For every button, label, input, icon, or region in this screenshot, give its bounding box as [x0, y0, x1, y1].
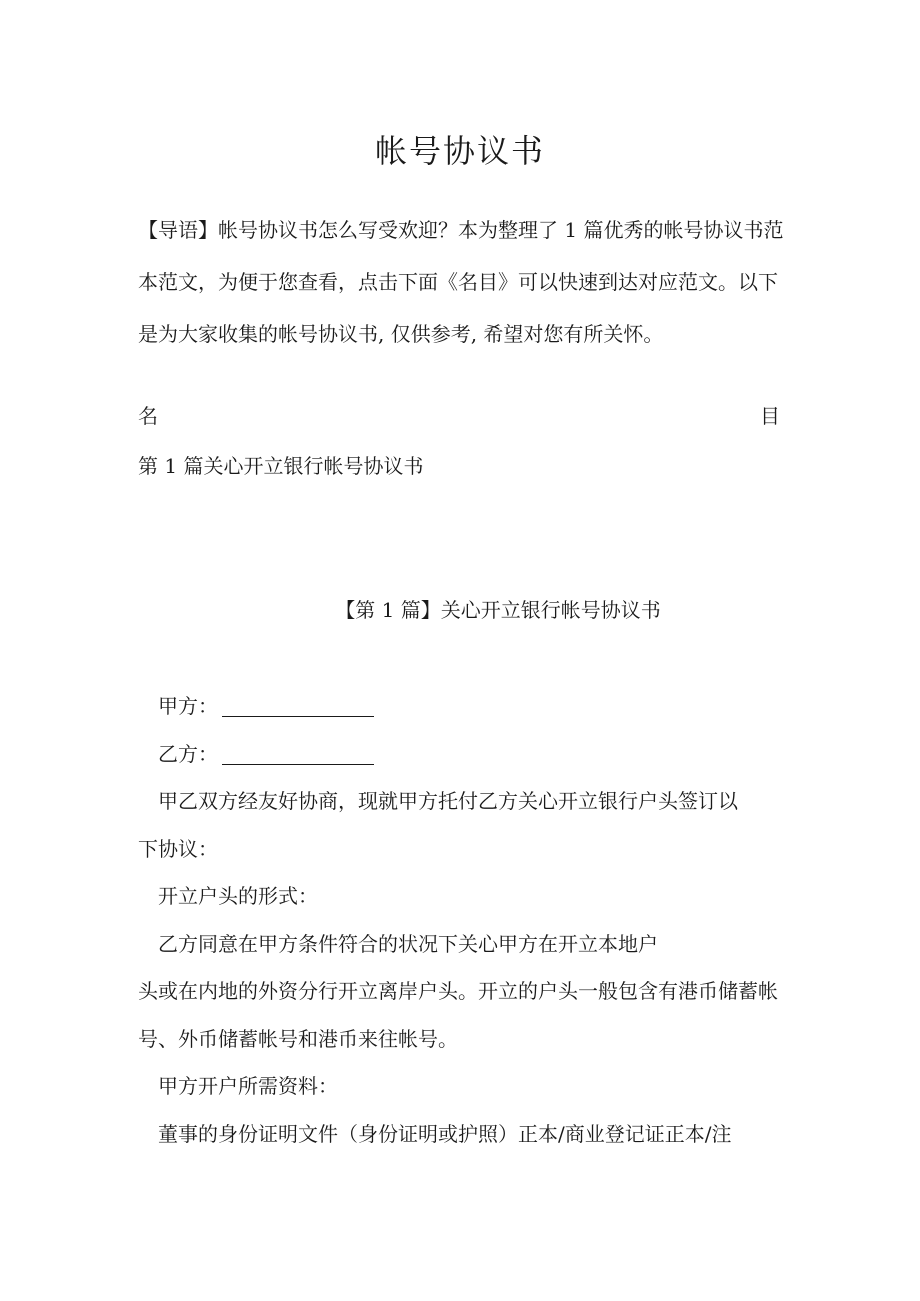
- body-line: 号、外币储蓄帐号和港币来往帐号。: [138, 1026, 458, 1051]
- toc-item-link[interactable]: 第 1 篇关心开立银行帐号协议书: [138, 454, 424, 478]
- body-line: 甲方开户所需资料：: [158, 1074, 338, 1098]
- intro-line: 【导语】帐号协议书怎么写受欢迎？本为整理了 1 篇优秀的帐号协议书范: [138, 218, 784, 242]
- party-b-label: 乙方：: [158, 741, 218, 766]
- party-b-line: [138, 734, 798, 782]
- toc-heading-left: 名: [138, 404, 158, 428]
- party-b-blank: [222, 742, 374, 765]
- toc-heading: [138, 400, 780, 429]
- body-line: 乙方同意在甲方条件符合的状况下关心甲方在开立本地户: [158, 931, 658, 956]
- agreement-body: [138, 686, 798, 1161]
- body-line: 甲乙双方经友好协商，现就甲方托付乙方关心开立银行户头签订以: [158, 789, 738, 813]
- body-line: 开立户头的形式：: [158, 884, 318, 908]
- intro-line: 是为大家收集的帐号协议书, 仅供参考, 希望对您有所关怀。: [138, 322, 664, 346]
- intro-paragraph: [138, 204, 788, 360]
- body-line: 头或在内地的外资分行开立离岸户头。开立的户头一般包含有港币储蓄帐: [138, 979, 778, 1003]
- intro-line: 本范文，为便于您查看，点击下面《名目》可以快速到达对应范文。以下: [138, 270, 778, 294]
- toc-heading-right: 目: [760, 404, 780, 428]
- party-a-blank: [222, 694, 374, 717]
- party-a-label: 甲方：: [158, 694, 218, 718]
- party-a-line: [138, 686, 798, 734]
- document-title: 帐号协议书: [374, 132, 545, 170]
- body-line: 董事的身份证明文件（身份证明或护照）正本/商业登记证正本/注: [158, 1121, 732, 1146]
- section-title: 【第 1 篇】关心开立银行帐号协议书: [335, 598, 661, 622]
- body-line: 下协议：: [138, 836, 218, 861]
